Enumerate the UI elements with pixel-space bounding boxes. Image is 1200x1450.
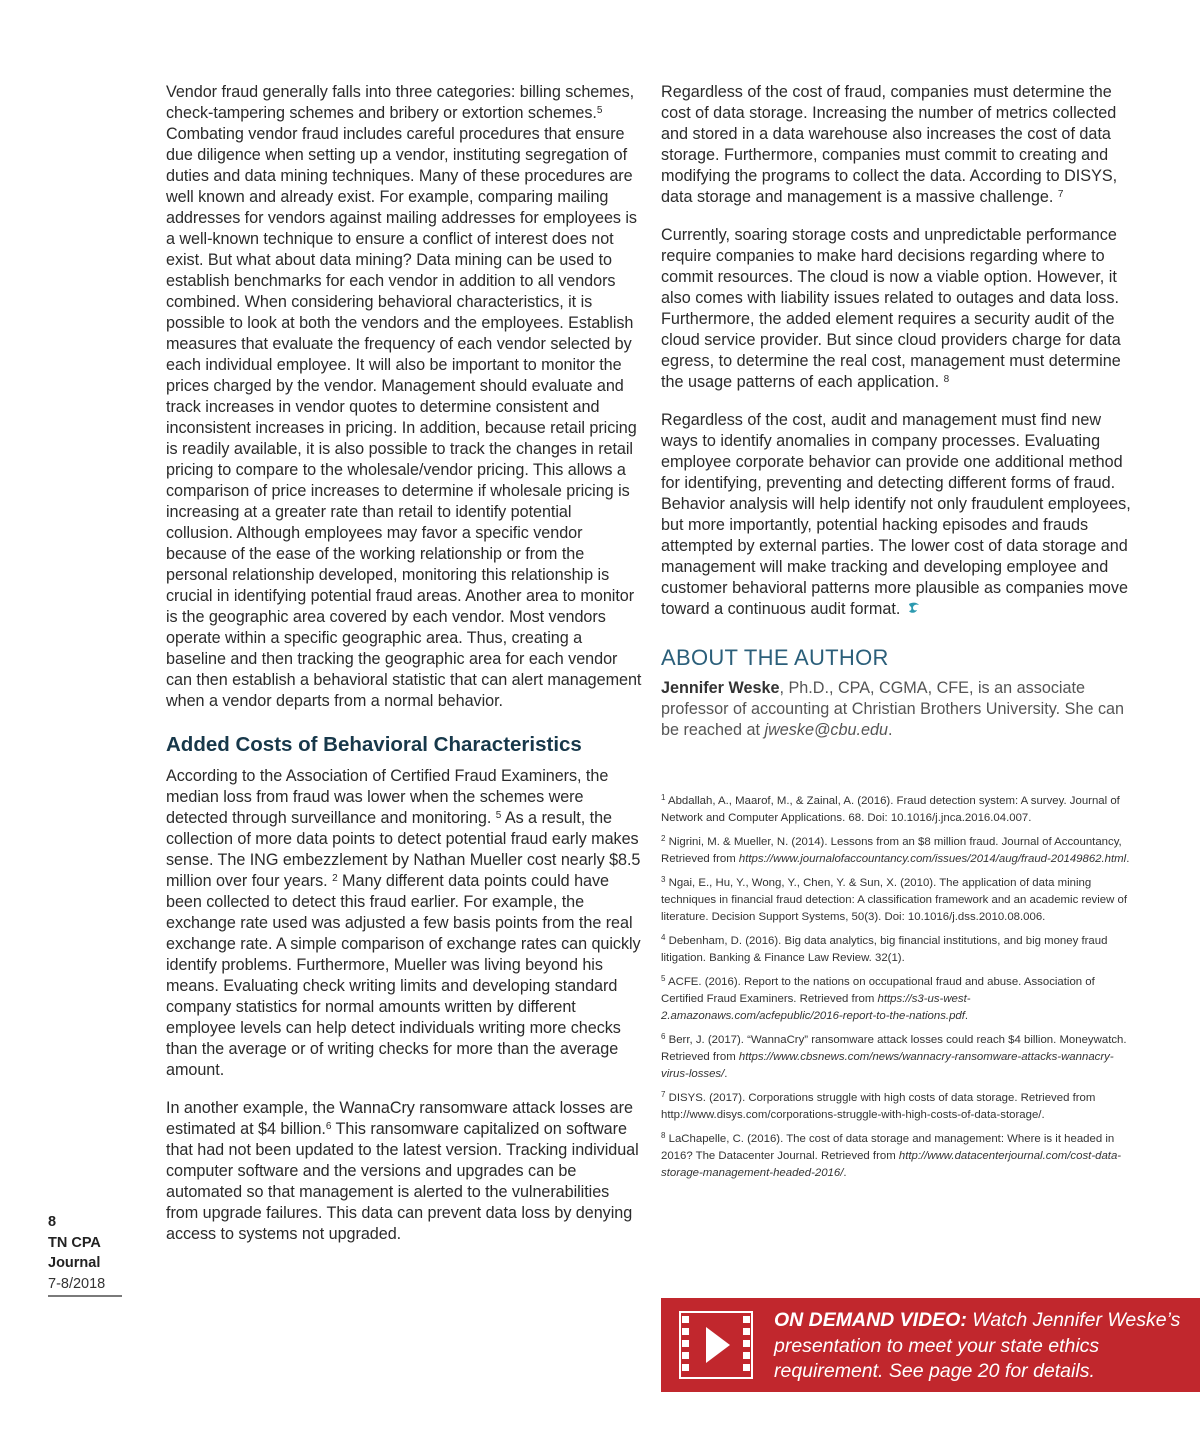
issue-date: 7-8/2018 <box>48 1274 122 1298</box>
on-demand-video-banner[interactable] <box>661 1298 1200 1392</box>
body-paragraph: In another example, the WannaCry ransomware attack losses are estimated at $4 billion.$^6$ This ransomware capitalized on software that had not been updated to the latest version. Tracking individual computer software and the versions and upgrades can be automated so that management is alerted to the vulnerabilities from upgrade failures. This data can prevent data loss by denying access to systems not upgraded. <box>166 1099 639 1243</box>
body-paragraph: According to the Association of Certified Fraud Examiners, the median loss from fraud was lower when the schemes were detected through surveillance and monitoring. $^5$ As a result, the collection of more data points to detect potential fraud early makes sense. The ING embezzlement by Nathan Mueller cost nearly $8.5 million over four years. $^2$ Many different data points could have been collected to detect this fraud earlier. For example, the exchange rate used was adjusted a few basis points from the real exchange rate. A simple comparison of exchange rates can quickly identify problems. Furthermore, Mueller was living beyond his means. Evaluating check writing limits and developing standard company statistics for normal amounts written by different employee levels can help detect individuals writing more checks than the average or of writing checks for more than the average amount. <box>166 767 641 1079</box>
author-email-link[interactable]: jweske@cbu.edu <box>764 721 889 739</box>
reference-link[interactable]: https://www.cbsnews.com/news/wannacry-ransomware-attacks-wannacry-virus-losses/ <box>661 1051 1114 1080</box>
end-of-article-icon <box>907 601 921 615</box>
reference-item: $^7$ DISYS. (2017). Corporations struggle with high costs of data storage. Retrieved from http://www.disys.com/corporations-struggle-with-high-costs-of-data-storage/. <box>661 1090 1096 1121</box>
footnote-ref: 6 <box>325 1121 332 1132</box>
reference-item: $^1$ Abdallah, A., Maarof, M., & Zainal, A. (2016). Fraud detection system: A survey. Journal of Network and Computer Applications. 68. Doi: 10.1016/j.jnca.2016.04.007. <box>661 793 1120 824</box>
body-paragraph: Regardless of the cost of fraud, companies must determine the cost of data storage. Increasing the number of metrics collected and stored in a data warehouse also increases the cost of data storage. Furthermore, companies must commit to creating and modifying the programs to collect the data. According to DISYS, data storage and management is a massive challenge. $^7$ <box>661 83 1118 206</box>
footnote-ref: 7 <box>1057 189 1064 200</box>
references-list <box>661 793 1139 1182</box>
author-bio: Jennifer Weske, Ph.D., CPA, CGMA, CFE, is an associate professor of accounting at Christian Brothers University. She can be reached at jweske@cbu.edu. <box>661 679 1125 739</box>
author-name: Jennifer Weske <box>661 679 780 697</box>
reference-item: $^2$ Nigrini, M. & Mueller, N. (2014). Lessons from an $8 million fraud. Journal of Accountancy, Retrieved from https://www.journalofaccountancy.com/issues/2014/aug/fraud-20149862.html. <box>661 834 1130 865</box>
publication-name: TN CPA <box>48 1234 101 1251</box>
body-paragraph: Vendor fraud generally falls into three categories: billing schemes, check-tampering schemes and bribery or extortion schemes.$^5$ Combating vendor fraud includes careful procedures that ensure due diligence when setting up a vendor, instituting segregation of duties and data mining techniques. Many of these procedures are well known and already exist. For example, comparing mailing addresses for vendors against mailing addresses for employees is a well-known technique to ensure a conflict of interest does not exist. But what about data mining? Data mining can be used to establish benchmarks for each vendor in addition to all vendors combined. When considering behavioral characteristics, it is possible to look at both the vendors and the employees. Establish measures that evaluate the frequency of each vendor selected by each individual employee. It will also be important to monitor the prices charged by the vendor. Management should evaluate and track increases in vendor quotes to determine consistent and inconsistent increases in pricing. In addition, because retail pricing is readily available, it is also possible to track the changes in retail pricing to compare to the wholesale/vendor pricing. This allows a comparison of price increases to determine if wholesale pricing is increasing at a greater rate than retail to identify potential collusion. Although employees may favor a specific vendor because of the ease of the working relationship or from the personal relationship developed, monitoring this relationship is crucial in identifying potential fraud areas. Another area to monitor is the geographic area covered by each vendor. Most vendors operate within a specific geographic area. Thus, creating a baseline and then tracking the geographic area for each vendor can then establish a behavioral statistic that can alert management when a vendor departs from a normal behavior. <box>166 83 642 710</box>
left-column <box>166 82 642 1245</box>
body-paragraph: Currently, soaring storage costs and unpredictable performance require companies to make hard decisions regarding where to commit resources. The cloud is now a viable option. However, it also comes with liability issues related to outages and data loss. Furthermore, the added element requires a security audit of the cloud service provider. But since cloud providers charge for data egress, to determine the real cost, management must determine the usage patterns of each application. $^8$ <box>661 226 1121 391</box>
video-banner-text: ON DEMAND VIDEO: Watch Jennifer Weske’s presentation to meet your state ethics requirement. See page 20 for details. <box>774 1309 1181 1382</box>
reference-link[interactable]: https://www.journalofaccountancy.com/issues/2014/aug/fraud-20149862.html <box>738 853 1127 865</box>
footnote-ref: 5 <box>495 810 502 821</box>
video-banner-label: ON DEMAND VIDEO: <box>774 1309 967 1331</box>
footnote-ref: 2 <box>332 873 338 884</box>
page-number: 8 <box>48 1214 57 1230</box>
reference-item: $^8$ LaChapelle, C. (2016). The cost of data storage and management: Where is it headed in 2016? The Datacenter Journal. Retrieved from http://www.datacenterjournal.com/cost-data-storage-management-headed-2016/. <box>661 1131 1122 1179</box>
reference-item: $^4$ Debenham, D. (2016). Big data analytics, big financial institutions, and big money fraud litigation. Banking & Finance Law Review. 32(1). <box>661 933 1108 964</box>
footnote-ref: 8 <box>943 374 950 385</box>
body-paragraph: Regardless of the cost, audit and management must find new ways to identify anomalies in company processes. Evaluating employee corporate behavior can provide one additional method for identifying, preventing and detecting different forms of fraud. Behavior analysis will help identify not only fraudulent employees, but more importantly, potential hacking episodes and frauds attempted by external parties. The lower cost of data storage and management will make tracking and developing employee and customer behavioral patterns more plausible as companies move toward a continuous audit format. <box>661 411 1131 618</box>
section-heading: Added Costs of Behavioral Characteristics <box>166 733 582 756</box>
footnote-ref: 5 <box>596 105 603 116</box>
about-author-heading: ABOUT THE AUTHOR <box>661 645 889 670</box>
page-footer <box>48 1212 122 1297</box>
reference-item: $^5$ ACFE. (2016). Report to the nations on occupational fraud and abuse. Association of Certified Fraud Examiners. Retrieved from https://s3-us-west-2.amazonaws.com/acfepublic/2016-report-to-the-nations.pdf. <box>661 974 1095 1022</box>
film-play-icon <box>679 1311 753 1379</box>
reference-link[interactable]: https://s3-us-west-2.amazonaws.com/acfepublic/2016-report-to-the-nations.pdf <box>661 993 971 1022</box>
reference-link[interactable]: http://www.datacenterjournal.com/cost-data-storage-management-headed-2016/ <box>661 1150 1122 1179</box>
publication-name-line2: Journal <box>48 1255 101 1271</box>
reference-item: $^6$ Berr, J. (2017). “WannaCry” ransomware attack losses could reach $4 billion. Moneywatch. Retrieved from https://www.cbsnews.com/news/wannacry-ransomware-attacks-wannacry-virus-losses/. <box>661 1032 1127 1080</box>
right-column <box>661 82 1139 1189</box>
reference-item: $^3$ Ngai, E., Hu, Y., Wong, Y., Chen, Y. & Sun, X. (2010). The application of data mining techniques in financial fraud detection: A classification framework and an academic review of literature. Decision Support Systems, 50(3). Doi: 10.1016/j.dss.2010.08.006. <box>661 875 1128 923</box>
